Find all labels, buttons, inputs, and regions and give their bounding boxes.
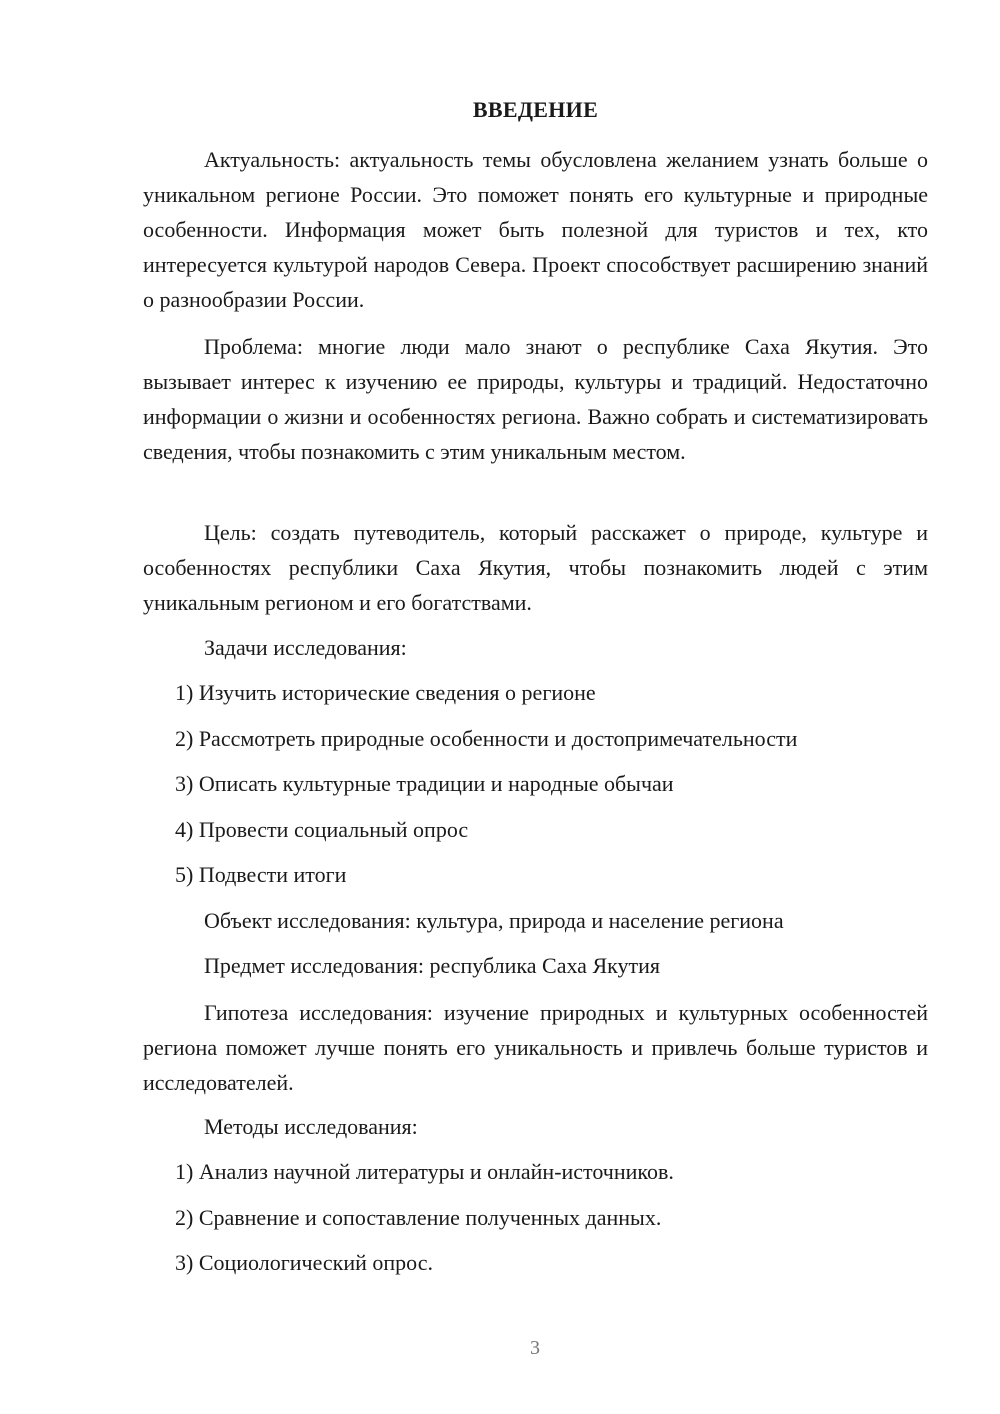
relevance-paragraph: Актуальность: актуальность темы обусловлена желанием узнать больше о уникальном регионе России. Это поможет понять его культурные и природные особенности. Информация может быть полезной для туристов и тех, кто интересуется культурой народов Севера. Проект способствует расширению знаний о разнообразии России. bbox=[143, 147, 928, 312]
tasks-heading: Задачи исследования: bbox=[204, 635, 407, 660]
task-item: 5) Подвести итоги bbox=[175, 862, 347, 887]
page-heading: ВВЕДЕНИЕ bbox=[472, 97, 599, 122]
task-item: 1) Изучить исторические сведения о регионе bbox=[175, 680, 596, 705]
method-item: 2) Сравнение и сопоставление полученных данных. bbox=[175, 1205, 662, 1230]
hypothesis-paragraph: Гипотеза исследования: изучение природных и культурных особенностей региона поможет лучше понять его уникальность и привлечь больше туристов и исследователей. bbox=[143, 1000, 928, 1095]
problem-paragraph: Проблема: многие люди мало знают о республике Саха Якутия. Это вызывает интерес к изучению ее природы, культуры и традиций. Недостаточно информации о жизни и особенностях региона. Важно собрать и систематизировать сведения, чтобы познакомить с этим уникальным местом. bbox=[143, 334, 928, 464]
task-item: 3) Описать культурные традиции и народные обычаи bbox=[175, 771, 674, 796]
research-subject: Предмет исследования: республика Саха Якутия bbox=[204, 953, 660, 978]
method-item: 1) Анализ научной литературы и онлайн-источников. bbox=[175, 1159, 674, 1184]
research-object: Объект исследования: культура, природа и население региона bbox=[204, 908, 784, 933]
goal-paragraph: Цель: создать путеводитель, который расскажет о природе, культуре и особенностях республики Саха Якутия, чтобы познакомить людей с этим уникальным регионом и его богатствами. bbox=[143, 520, 928, 615]
methods-heading: Методы исследования: bbox=[204, 1114, 418, 1139]
task-item: 4) Провести социальный опрос bbox=[175, 817, 469, 842]
page-number: 3 bbox=[530, 1337, 540, 1359]
method-item: 3) Социологический опрос. bbox=[175, 1250, 433, 1275]
task-item: 2) Рассмотреть природные особенности и достопримечательности bbox=[175, 726, 798, 751]
